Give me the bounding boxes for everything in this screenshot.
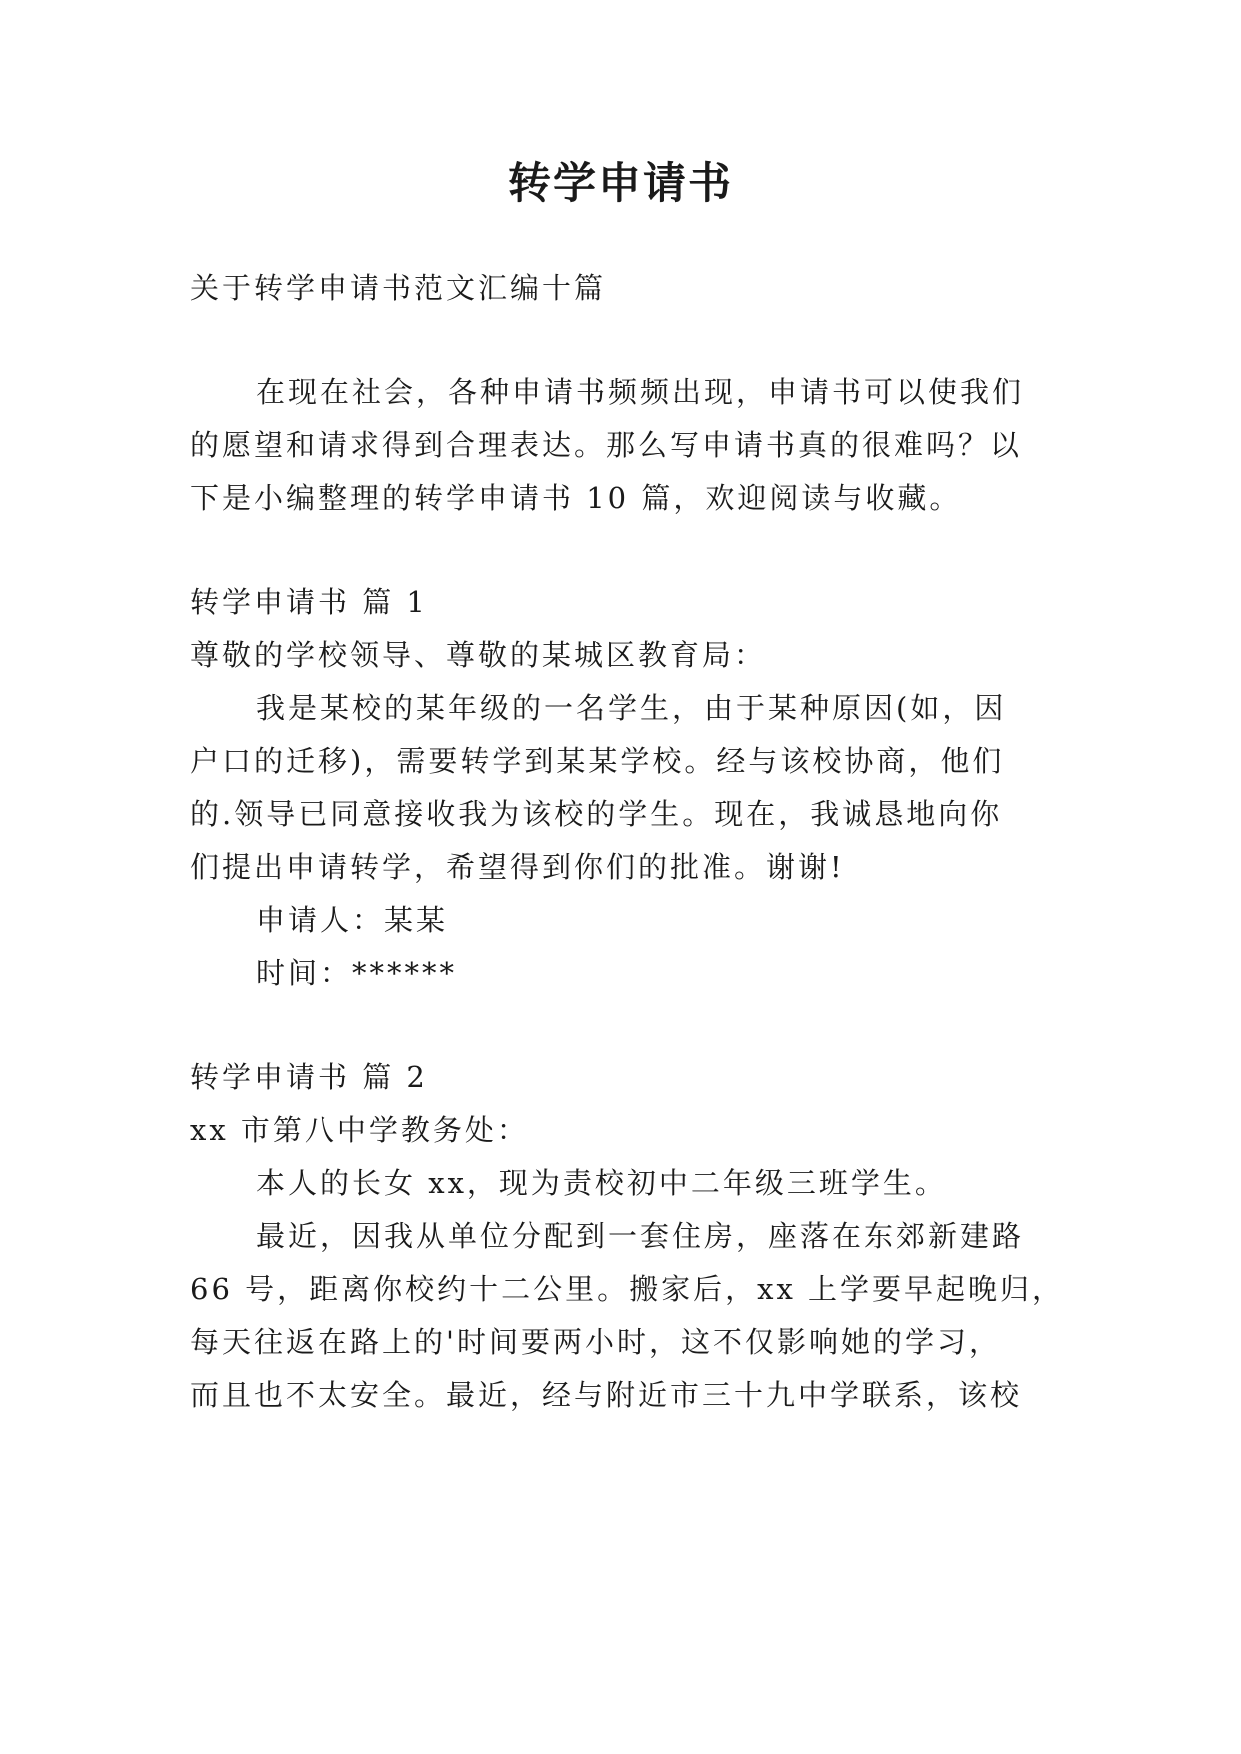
section1-body-line-1: 我是某校的某年级的一名学生，由于某种原因(如，因 — [256, 691, 1007, 725]
section2-salutation: xx 市第八中学教务处： — [190, 1113, 529, 1147]
section2-heading: 转学申请书 篇 2 — [190, 1060, 428, 1094]
section2-para2-line-1: 最近，因我从单位分配到一套住房，座落在东郊新建路 — [256, 1219, 1025, 1253]
section1-body-line-4: 们提出申请转学，希望得到你们的批准。谢谢! — [190, 850, 845, 884]
section1-body-line-3: 的.领导已同意接收我为该校的学生。现在，我诚恳地向你 — [190, 797, 1003, 831]
intro-line-3: 下是小编整理的转学申请书 10 篇，欢迎阅读与收藏。 — [190, 481, 962, 515]
section2-para1: 本人的长女 xx，现为责校初中二年级三班学生。 — [256, 1166, 947, 1200]
section1-date: 时间：****** — [256, 956, 458, 990]
intro-line-2: 的愿望和请求得到合理表达。那么写申请书真的很难吗？以 — [190, 428, 1023, 462]
section1-salutation: 尊敬的学校领导、尊敬的某城区教育局： — [190, 638, 767, 672]
section2-para2-line-3: 每天往返在路上的'时间要两小时，这不仅影响她的学习， — [190, 1325, 1001, 1359]
section1-heading: 转学申请书 篇 1 — [190, 585, 428, 619]
section1-body-line-2: 户口的迁移)，需要转学到某某学校。经与该校协商，他们 — [190, 744, 1005, 778]
section1-applicant: 申请人：某某 — [256, 903, 449, 937]
document-subtitle: 关于转学申请书范文汇编十篇 — [190, 271, 607, 305]
intro-line-1: 在现在社会，各种申请书频频出现，申请书可以使我们 — [256, 375, 1025, 409]
section2-para2-line-2: 66 号，距离你校约十二公里。搬家后，xx 上学要早起晚归， — [190, 1272, 1065, 1306]
section2-para2-line-4: 而且也不太安全。最近，经与附近市三十九中学联系，该校 — [190, 1378, 1023, 1412]
document-title: 转学申请书 — [508, 159, 733, 209]
